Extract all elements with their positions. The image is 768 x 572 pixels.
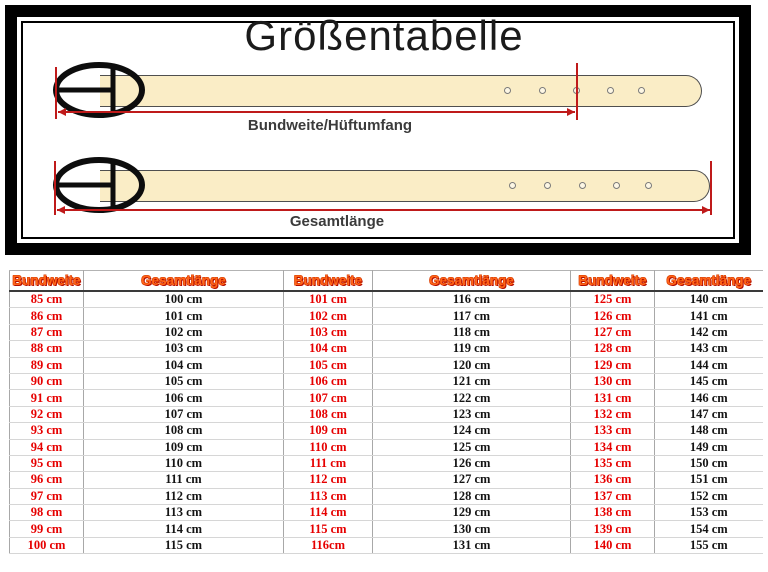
gesamtlaenge-cell: 126 cm xyxy=(373,455,571,471)
belt2-measure-end-line xyxy=(710,161,712,215)
bundweite-cell: 109 cm xyxy=(284,423,373,439)
bundweite-cell: 97 cm xyxy=(10,488,84,504)
gesamtlaenge-cell: 114 cm xyxy=(84,521,284,537)
table-row xyxy=(10,488,763,504)
gesamtlaenge-cell: 100 cm xyxy=(84,291,284,308)
belt2-hole xyxy=(645,182,652,189)
bundweite-cell: 100 cm xyxy=(10,537,84,553)
bundweite-cell: 130 cm xyxy=(571,373,655,389)
bundweite-cell: 106 cm xyxy=(284,373,373,389)
belt2-measure-start-line xyxy=(54,161,56,215)
belt1-measure-end-line xyxy=(576,63,578,120)
gesamtlaenge-cell: 112 cm xyxy=(84,488,284,504)
bundweite-cell: 129 cm xyxy=(571,357,655,373)
bundweite-cell: 133 cm xyxy=(571,423,655,439)
gesamtlaenge-cell: 109 cm xyxy=(84,439,284,455)
bundweite-cell: 96 cm xyxy=(10,472,84,488)
bundweite-cell: 114 cm xyxy=(284,505,373,521)
gesamtlaenge-cell: 103 cm xyxy=(84,341,284,357)
belt2-hole xyxy=(579,182,586,189)
header-gesamtlaenge: Gesamtlänge xyxy=(655,271,763,292)
bundweite-cell: 105 cm xyxy=(284,357,373,373)
belt1-hole xyxy=(638,87,645,94)
size-table-header-row xyxy=(10,271,763,292)
bundweite-cell: 113 cm xyxy=(284,488,373,504)
belt2-measure-arrow xyxy=(57,209,710,211)
gesamtlaenge-cell: 122 cm xyxy=(373,390,571,406)
bundweite-cell: 140 cm xyxy=(571,537,655,553)
bundweite-cell: 108 cm xyxy=(284,406,373,422)
gesamtlaenge-cell: 149 cm xyxy=(655,439,763,455)
bundweite-cell: 85 cm xyxy=(10,291,84,308)
table-row xyxy=(10,390,763,406)
bundweite-cell: 90 cm xyxy=(10,373,84,389)
gesamtlaenge-cell: 150 cm xyxy=(655,455,763,471)
belt2-hole xyxy=(544,182,551,189)
gesamtlaenge-cell: 111 cm xyxy=(84,472,284,488)
gesamtlaenge-cell: 147 cm xyxy=(655,406,763,422)
header-bundweite: Bundweite xyxy=(571,271,655,292)
gesamtlaenge-cell: 143 cm xyxy=(655,341,763,357)
gesamtlaenge-cell: 145 cm xyxy=(655,373,763,389)
bundweite-cell: 139 cm xyxy=(571,521,655,537)
table-row xyxy=(10,521,763,537)
bundweite-cell: 103 cm xyxy=(284,324,373,340)
gesamtlaenge-cell: 115 cm xyxy=(84,537,284,553)
gesamtlaenge-cell: 124 cm xyxy=(373,423,571,439)
bundweite-cell: 125 cm xyxy=(571,291,655,308)
bundweite-cell: 112 cm xyxy=(284,472,373,488)
belt1-buckle-icon xyxy=(52,62,147,118)
gesamtlaenge-cell: 108 cm xyxy=(84,423,284,439)
gesamtlaenge-cell: 125 cm xyxy=(373,439,571,455)
bundweite-cell: 93 cm xyxy=(10,423,84,439)
gesamtlaenge-cell: 146 cm xyxy=(655,390,763,406)
belt1-hole xyxy=(607,87,614,94)
table-row xyxy=(10,505,763,521)
bundweite-cell: 95 cm xyxy=(10,455,84,471)
gesamtlaenge-cell: 140 cm xyxy=(655,291,763,308)
gesamtlaenge-cell: 144 cm xyxy=(655,357,763,373)
gesamtlaenge-cell: 129 cm xyxy=(373,505,571,521)
gesamtlaenge-cell: 110 cm xyxy=(84,455,284,471)
gesamtlaenge-cell: 121 cm xyxy=(373,373,571,389)
gesamtlaenge-cell: 117 cm xyxy=(373,308,571,324)
belt2-hole xyxy=(509,182,516,189)
gesamtlaenge-cell: 119 cm xyxy=(373,341,571,357)
table-row xyxy=(10,291,763,308)
bundweite-cell: 110 cm xyxy=(284,439,373,455)
belt1-label: Bundweite/Hüftumfang xyxy=(247,117,413,134)
gesamtlaenge-cell: 105 cm xyxy=(84,373,284,389)
header-gesamtlaenge: Gesamtlänge xyxy=(373,271,571,292)
table-row xyxy=(10,537,763,553)
bundweite-cell: 87 cm xyxy=(10,324,84,340)
gesamtlaenge-cell: 128 cm xyxy=(373,488,571,504)
header-gesamtlaenge: Gesamtlänge xyxy=(84,271,284,292)
gesamtlaenge-cell: 118 cm xyxy=(373,324,571,340)
belt1-hole xyxy=(504,87,511,94)
gesamtlaenge-cell: 153 cm xyxy=(655,505,763,521)
table-row xyxy=(10,406,763,422)
bundweite-cell: 88 cm xyxy=(10,341,84,357)
table-row xyxy=(10,341,763,357)
gesamtlaenge-cell: 107 cm xyxy=(84,406,284,422)
bundweite-cell: 131 cm xyxy=(571,390,655,406)
bundweite-cell: 127 cm xyxy=(571,324,655,340)
bundweite-cell: 91 cm xyxy=(10,390,84,406)
gesamtlaenge-cell: 113 cm xyxy=(84,505,284,521)
bundweite-cell: 115 cm xyxy=(284,521,373,537)
table-row xyxy=(10,357,763,373)
bundweite-cell: 104 cm xyxy=(284,341,373,357)
bundweite-cell: 135 cm xyxy=(571,455,655,471)
bundweite-cell: 86 cm xyxy=(10,308,84,324)
gesamtlaenge-cell: 131 cm xyxy=(373,537,571,553)
table-row xyxy=(10,324,763,340)
gesamtlaenge-cell: 141 cm xyxy=(655,308,763,324)
gesamtlaenge-cell: 116 cm xyxy=(373,291,571,308)
bundweite-cell: 101 cm xyxy=(284,291,373,308)
belt1-measure-start-line xyxy=(55,67,57,119)
belt2-hole xyxy=(613,182,620,189)
gesamtlaenge-cell: 148 cm xyxy=(655,423,763,439)
bundweite-cell: 138 cm xyxy=(571,505,655,521)
bundweite-cell: 128 cm xyxy=(571,341,655,357)
size-table xyxy=(9,270,763,554)
bundweite-cell: 92 cm xyxy=(10,406,84,422)
table-row xyxy=(10,308,763,324)
bundweite-cell: 98 cm xyxy=(10,505,84,521)
bundweite-cell: 99 cm xyxy=(10,521,84,537)
bundweite-cell: 102 cm xyxy=(284,308,373,324)
gesamtlaenge-cell: 155 cm xyxy=(655,537,763,553)
bundweite-cell: 89 cm xyxy=(10,357,84,373)
table-row xyxy=(10,472,763,488)
bundweite-cell: 126 cm xyxy=(571,308,655,324)
gesamtlaenge-cell: 106 cm xyxy=(84,390,284,406)
table-row xyxy=(10,373,763,389)
header-bundweite: Bundweite xyxy=(10,271,84,292)
gesamtlaenge-cell: 123 cm xyxy=(373,406,571,422)
belt1-hole xyxy=(539,87,546,94)
bundweite-cell: 116cm xyxy=(284,537,373,553)
gesamtlaenge-cell: 151 cm xyxy=(655,472,763,488)
gesamtlaenge-cell: 154 cm xyxy=(655,521,763,537)
gesamtlaenge-cell: 102 cm xyxy=(84,324,284,340)
bundweite-cell: 136 cm xyxy=(571,472,655,488)
table-row xyxy=(10,455,763,471)
bundweite-cell: 94 cm xyxy=(10,439,84,455)
table-row xyxy=(10,423,763,439)
gesamtlaenge-cell: 120 cm xyxy=(373,357,571,373)
page-title: Größentabelle xyxy=(244,12,524,59)
bundweite-cell: 134 cm xyxy=(571,439,655,455)
belt2-buckle-icon xyxy=(52,157,147,213)
gesamtlaenge-cell: 104 cm xyxy=(84,357,284,373)
bundweite-cell: 137 cm xyxy=(571,488,655,504)
gesamtlaenge-cell: 101 cm xyxy=(84,308,284,324)
belt2-label: Gesamtlänge xyxy=(289,213,385,230)
bundweite-cell: 111 cm xyxy=(284,455,373,471)
gesamtlaenge-cell: 142 cm xyxy=(655,324,763,340)
gesamtlaenge-cell: 152 cm xyxy=(655,488,763,504)
bundweite-cell: 107 cm xyxy=(284,390,373,406)
bundweite-cell: 132 cm xyxy=(571,406,655,422)
gesamtlaenge-cell: 130 cm xyxy=(373,521,571,537)
header-bundweite: Bundweite xyxy=(284,271,373,292)
belt1-measure-arrow xyxy=(58,111,575,113)
gesamtlaenge-cell: 127 cm xyxy=(373,472,571,488)
table-row xyxy=(10,439,763,455)
